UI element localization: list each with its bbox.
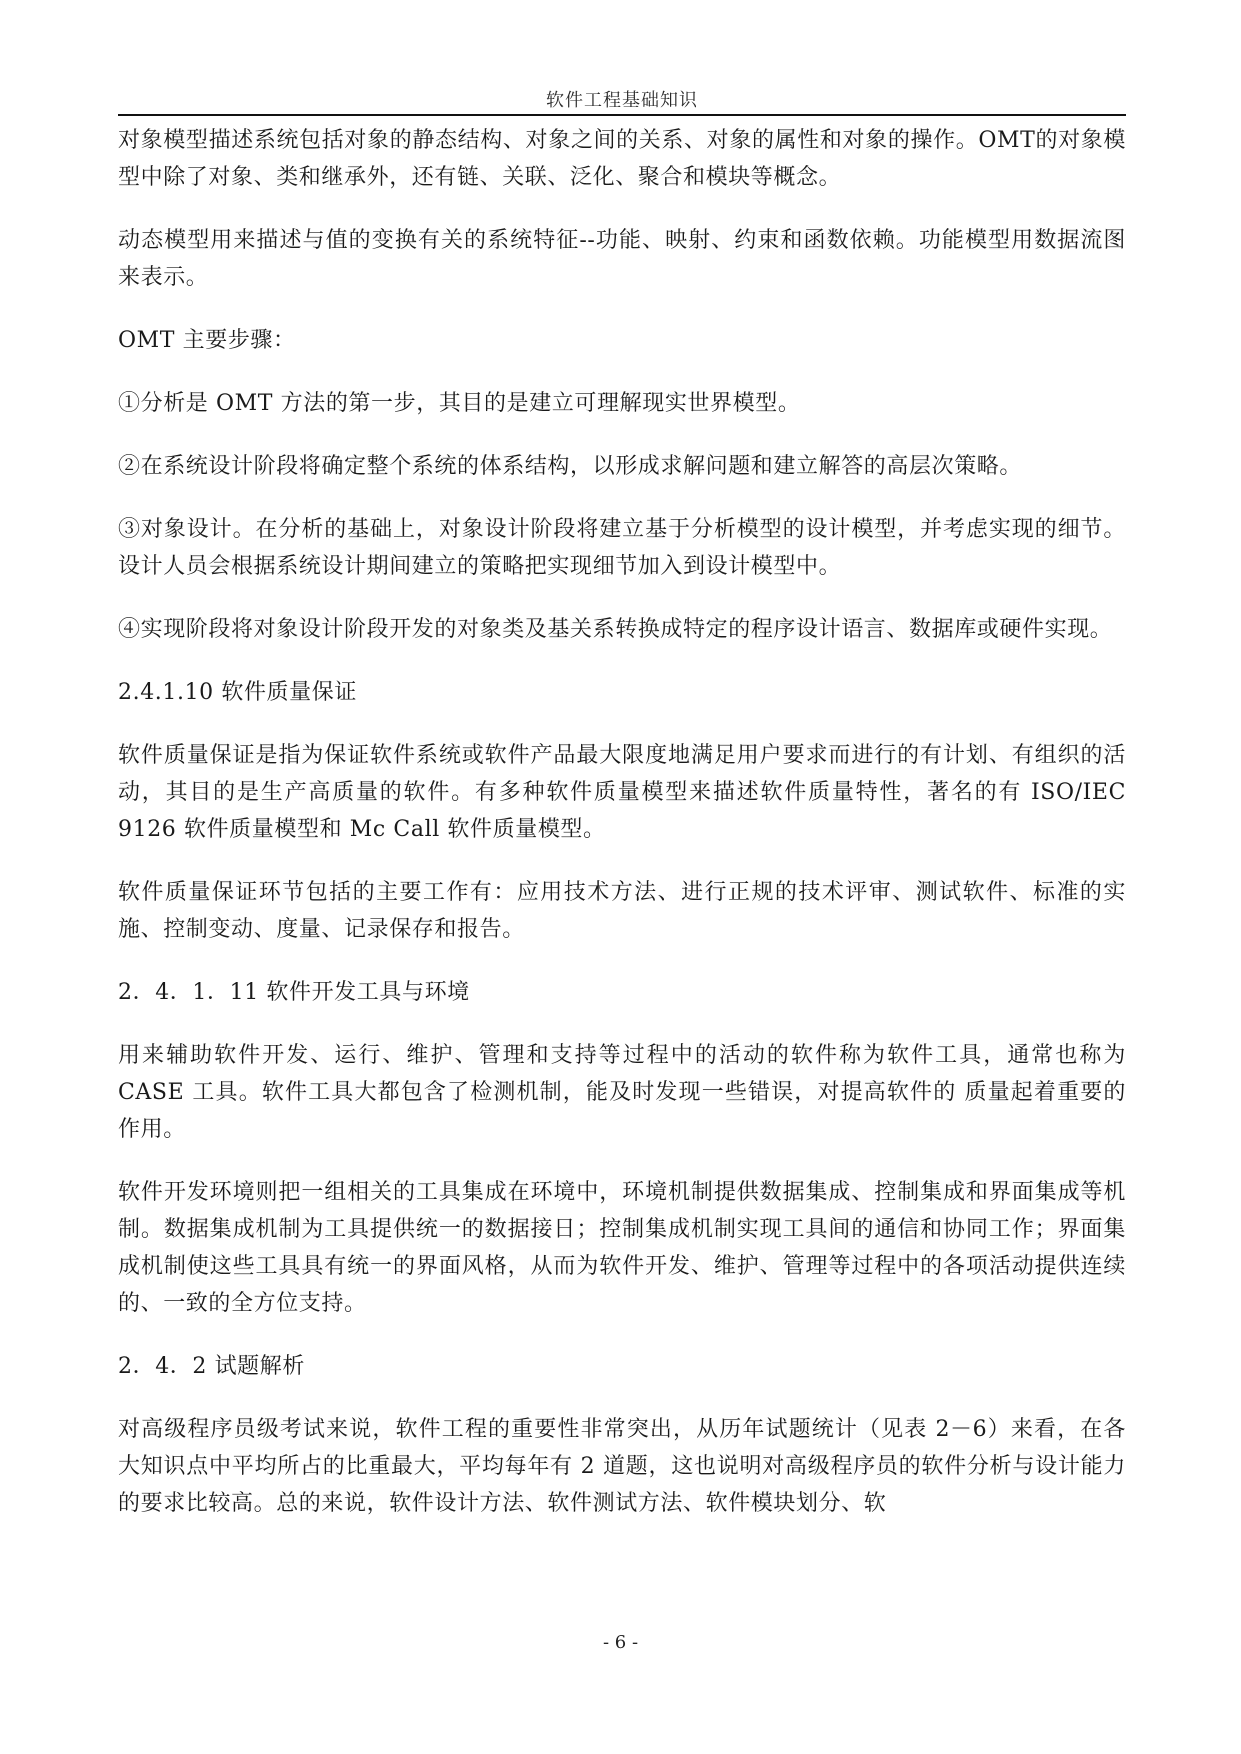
header-divider	[118, 114, 1126, 116]
page-number: - 6 -	[602, 1632, 639, 1653]
page-body	[118, 122, 1126, 1548]
section-heading-quality-assurance: 2.4.1.10 软件质量保证	[118, 680, 357, 705]
list-item-step-4: ④实现阶段将对象设计阶段开发的对象类及基关系转换成特定的程序设计语言、数据库或硬件实现。	[118, 617, 1113, 642]
paragraph-omt-steps-intro: OMT 主要步骤：	[118, 328, 296, 353]
paragraph-object-model: 对象模型描述系统包括对象的静态结构、对象之间的关系、对象的属性和对象的操作。OMT的对象模型中除了对象、类和继承外，还有链、关联、泛化、聚合和模块等概念。	[118, 128, 1126, 190]
paragraph-dev-environment: 软件开发环境则把一组相关的工具集成在环境中，环境机制提供数据集成、控制集成和界面集成等机制。数据集成机制为工具提供统一的数据接日；控制集成机制实现工具间的通信和协同工作；界面集成机制使这些工具具有统一的界面风格，从而为软件开发、维护、管理等过程中的各项活动提供连续的、一致的全方位支持。	[118, 1180, 1126, 1316]
paragraph-dynamic-model: 动态模型用来描述与值的变换有关的系统特征--功能、映射、约束和函数依赖。功能模型用数据流图来表示。	[118, 228, 1126, 290]
list-item-step-2: ②在系统设计阶段将确定整个系统的体系结构，以形成求解问题和建立解答的高层次策略。	[118, 454, 1023, 479]
section-heading-exam-analysis: 2．4．2 试题解析	[118, 1354, 305, 1379]
paragraph-exam-analysis: 对高级程序员级考试来说，软件工程的重要性非常突出，从历年试题统计（见表 2－6）来看，在各大知识点中平均所占的比重最大，平均每年有 2 道题，这也说明对高级程序员的软件分析与设计能力的要求比较高。总的来说，软件设计方法、软件测试方法、软件模块划分、软	[118, 1417, 1126, 1516]
running-header: 软件工程基础知识	[546, 90, 698, 111]
section-heading-dev-tools: 2．4．1．11 软件开发工具与环境	[118, 980, 470, 1005]
paragraph-quality-assurance-tasks: 软件质量保证环节包括的主要工作有：应用技术方法、进行正规的技术评审、测试软件、标准的实施、控制变动、度量、记录保存和报告。	[118, 880, 1126, 942]
list-item-step-3: ③对象设计。在分析的基础上，对象设计阶段将建立基于分析模型的设计模型，并考虑实现的细节。设计人员会根据系统设计期间建立的策略把实现细节加入到设计模型中。	[118, 517, 1126, 579]
list-item-step-1: ①分析是 OMT 方法的第一步，其目的是建立可理解现实世界模型。	[118, 391, 801, 416]
paragraph-quality-assurance: 软件质量保证是指为保证软件系统或软件产品最大限度地满足用户要求而进行的有计划、有组织的活动，其目的是生产高质量的软件。有多种软件质量模型来描述软件质量特性，著名的有 ISO/IEC 9126 软件质量模型和 Mc Call 软件质量模型。	[118, 743, 1126, 842]
paragraph-case-tools: 用来辅助软件开发、运行、维护、管理和支持等过程中的活动的软件称为软件工具，通常也称为 CASE 工具。软件工具大都包含了检测机制，能及时发现一些错误，对提高软件的 质量起着重要的作用。	[118, 1043, 1126, 1142]
